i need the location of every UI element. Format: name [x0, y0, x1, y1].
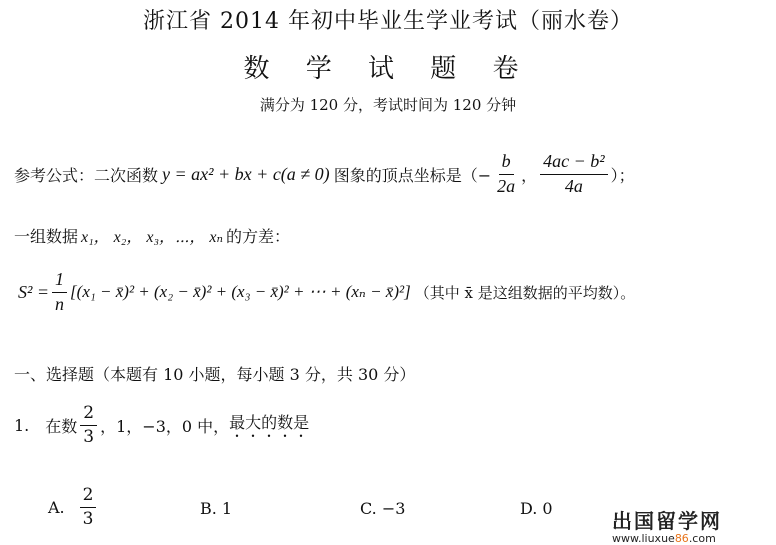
vertex-x-fraction [494, 152, 518, 197]
vertex-comma: ， [521, 165, 538, 185]
question-1-prefix: 在数 [45, 416, 78, 436]
question-1-number: 1. [14, 415, 30, 435]
variance-fraction-denominator: n [55, 293, 65, 314]
quadratic-function: y = ax² + bx + c(a ≠ 0) [162, 163, 330, 184]
option-d: D. 0 [520, 499, 553, 518]
vertex-y-denominator: 4a [564, 175, 583, 196]
watermark-url-suffix: .com [688, 532, 716, 545]
watermark-url-prefix: www.liuxue [612, 532, 675, 545]
question-1-rest: ，1，−3，0 中， [100, 416, 230, 436]
question-1-fraction [80, 404, 97, 446]
question-1-emphasis: 最大的数是 [229, 412, 310, 432]
variance-intro-line [14, 224, 290, 247]
watermark-name: 出国留学网 [612, 509, 722, 533]
variance-lhs: S² = [18, 281, 50, 302]
section-heading: 一、选择题（本题有 10 小题，每小题 3 分，共 30 分） [14, 365, 416, 384]
variance-body: [(x₁ − x̄)² + (x₂ − x̄)² + (x₃ − x̄)² + ⋯ + (xₙ − x̄)²] [70, 282, 411, 302]
reference-formula-line [14, 152, 635, 197]
question-1 [14, 404, 309, 446]
vertex-x-numerator: b [499, 152, 514, 175]
exam-title: 浙江省 2014 年初中毕业生学业考试（丽水卷） [143, 9, 633, 34]
question-1-fraction-numerator: 2 [80, 404, 97, 426]
formula-label: 参考公式：二次函数 [14, 165, 159, 185]
option-a-fraction [80, 486, 97, 528]
exam-subtitle: 数 学 试 题 卷 [243, 54, 533, 84]
vertex-close: ）； [610, 165, 635, 185]
option-a [48, 486, 99, 528]
option-a-denominator: 3 [82, 508, 94, 529]
option-c: C. −3 [360, 499, 406, 518]
variance-intro-end: 的方差： [226, 227, 291, 246]
data-list: x₁， x₂， x₃，⋯， xₙ [81, 229, 223, 246]
option-a-numerator: 2 [80, 486, 97, 508]
watermark-url [612, 532, 772, 545]
vertex-x-denominator: 2a [497, 175, 516, 196]
vertex-y-fraction [540, 152, 608, 197]
vertex-y-numerator: 4ac − b² [540, 152, 608, 175]
question-1-fraction-denominator: 3 [83, 426, 95, 447]
watermark-url-highlight: 86 [674, 532, 689, 545]
variance-formula-line [18, 270, 635, 315]
variance-fraction-numerator: 1 [52, 270, 67, 293]
site-watermark-logo [612, 505, 772, 545]
option-a-label: A. [48, 497, 65, 517]
vertex-text: 图象的顶点坐标是（− [333, 165, 492, 185]
score-time-line: 满分为 120 分，考试时间为 120 分钟 [259, 96, 517, 114]
variance-intro: 一组数据 [14, 227, 79, 246]
variance-note: （其中 x̄ 是这组数据的平均数）。 [414, 283, 636, 302]
variance-fraction [52, 270, 67, 315]
option-b: B. 1 [200, 499, 233, 518]
